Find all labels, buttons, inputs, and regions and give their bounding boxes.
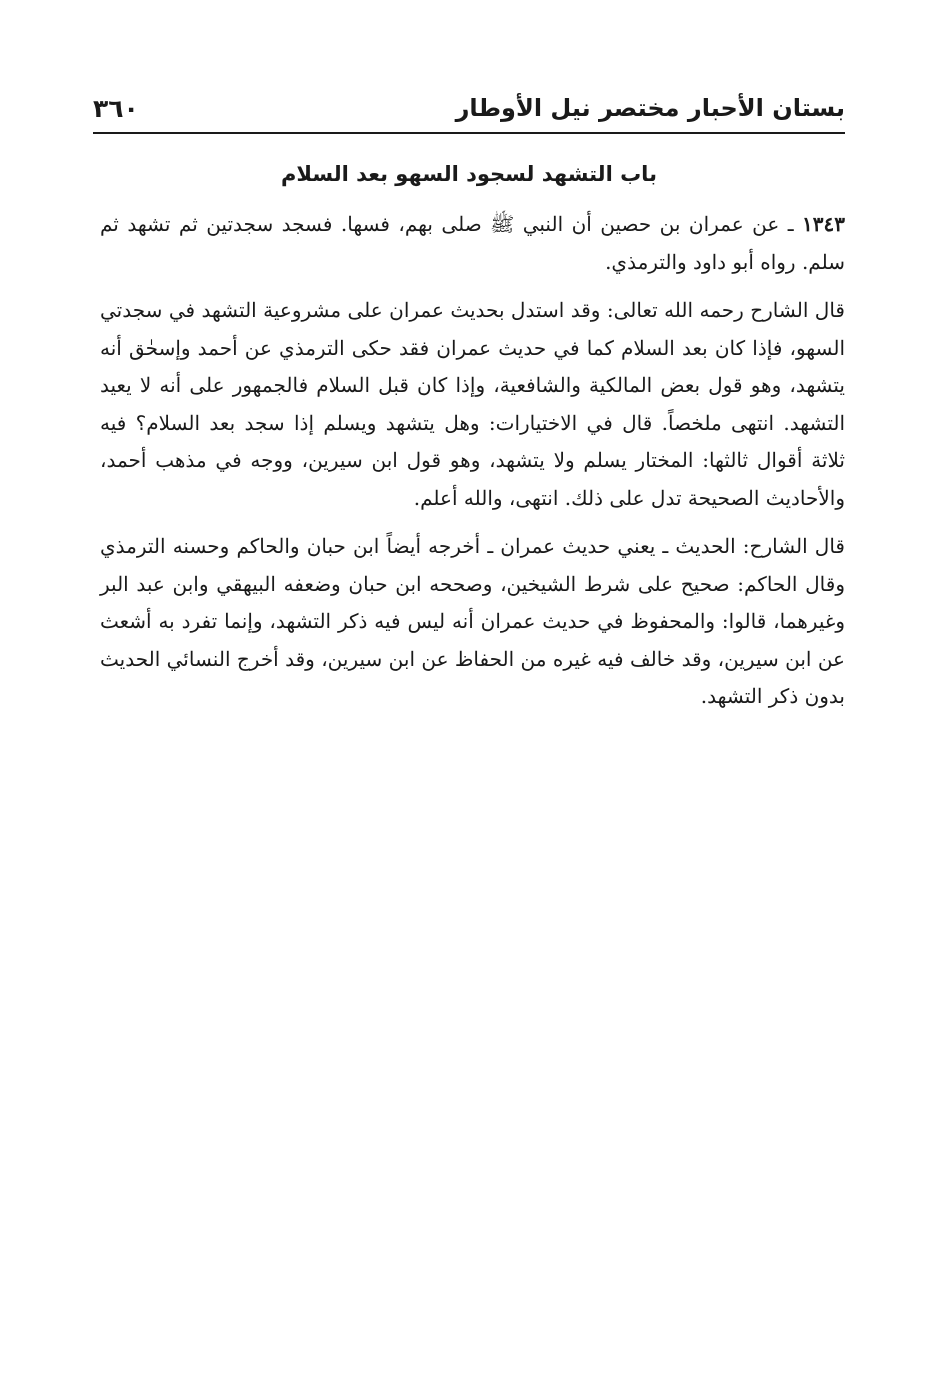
commentary-paragraph: قال الشارح: الحديث ـ يعني حديث عمران ـ أخرجه أيضاً ابن حبان والحاكم وحسنه الترمذي وقال الحاكم: صحيح على شرط الشيخين، وصححه ابن حبان وضعفه البيهقي وابن عبد البر وغيرهما، قالوا: والمحفوظ في حديث عمران أنه ليس فيه ذكر التشهد، وإنما تفرد به أشعث عن ابن سيرين، وقد خالف فيه غيره من الحفاظ عن ابن سيرين، وقد أخرج النسائي الحديث بدون ذكر التشهد. [100,534,845,708]
hadith-paragraph [100,206,845,281]
book-title: بستان الأحبار مختصر نيل الأوطار [455,94,845,122]
hadith-number: ١٣٤٣ [802,212,845,236]
commentary-paragraph: قال الشارح رحمه الله تعالى: وقد استدل بحديث عمران على مشروعية التشهد في سجدتي السهو، فإذا كان بعد السلام كما في حديث عمران فقد حكى الترمذي عن أحمد وإسحٰق أنه يتشهد، وهو قول بعض المالكية والشافعية، وإذا كان قبل السلام فالجمهور على أنه لا يعيد التشهد. انتهى ملخصاً. قال في الاختيارات: وهل يتشهد ويسلم إذا سجد بعد السلام؟ فيه ثلاثة أقوال ثالثها: المختار يسلم ولا يتشهد، وهو قول ابن سيرين، ووجه في مذهب أحمد، والأحاديث الصحيحة تدل على ذلك. انتهى، والله أعلم. [100,298,845,510]
running-header [93,84,845,134]
chapter-heading: باب التشهد لسجود السهو بعد السلام [281,162,657,186]
hadith-text: ـ عن عمران بن حصين أن النبي ﷺ صلى بهم، فسها. فسجد سجدتين ثم تشهد ثم سلم. رواه أبو داود والترمذي. [100,212,845,274]
page-number: ٣٦٠ [93,93,139,123]
body-text [100,206,845,716]
